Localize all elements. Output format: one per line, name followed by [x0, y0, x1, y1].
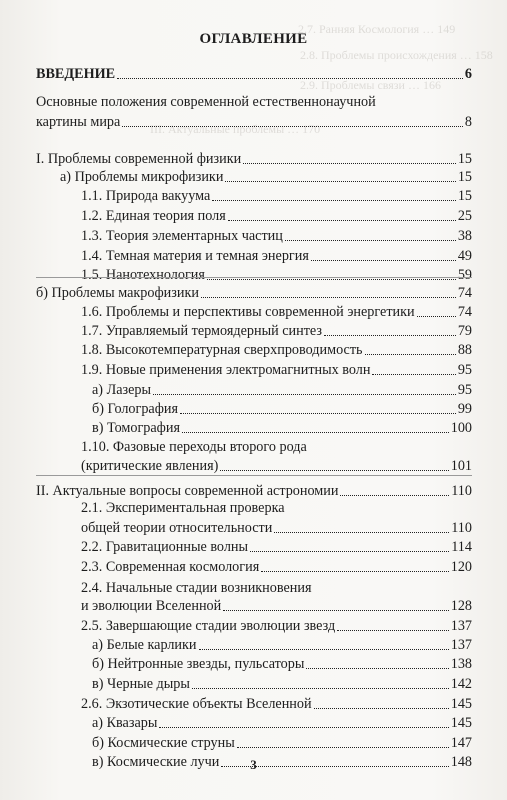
dot-leader: [201, 297, 456, 298]
toc-entry[interactable]: [92, 420, 472, 437]
toc-entry-page: 59: [457, 267, 472, 283]
toc-entry-page: 74: [457, 285, 472, 301]
toc-entry[interactable]: [81, 267, 472, 284]
dot-leader: [207, 279, 456, 280]
toc-entry-label: в) Космические лучи: [92, 754, 220, 770]
toc-entry-page: 8: [464, 114, 472, 130]
toc-entry[interactable]: [92, 637, 472, 654]
show-through-text: III. Актуальные проблемы … 170: [150, 122, 321, 136]
show-through-text: 2.8. Проблемы происхождения … 158: [300, 48, 493, 62]
toc-entry[interactable]: [36, 285, 472, 302]
toc-entry-label: а) Белые карлики: [92, 637, 197, 653]
toc-entry-label: (критические явления): [81, 458, 219, 474]
page-title: ОГЛАВЛЕНИЕ: [199, 31, 308, 47]
dot-leader: [324, 335, 456, 336]
toc-entry-page: 110: [451, 520, 472, 536]
toc-entry-label: а) Проблемы микрофизики: [60, 169, 224, 185]
toc-entry-page: 15: [457, 169, 472, 185]
toc-entry-page: 49: [457, 248, 472, 264]
toc-entry[interactable]: [81, 304, 472, 321]
toc-entry[interactable]: [36, 66, 472, 83]
toc-entry-page: 15: [457, 188, 472, 204]
toc-entry-label: 2.3. Современная космология: [81, 559, 260, 575]
dot-leader: [225, 181, 455, 182]
dot-leader: [220, 470, 448, 471]
toc-entry[interactable]: [92, 656, 472, 673]
toc-entry-page: 88: [457, 342, 472, 358]
divider: [36, 277, 472, 278]
toc-entry[interactable]: [81, 228, 472, 245]
toc-entry-page: 137: [450, 618, 472, 634]
toc-entry[interactable]: [81, 248, 472, 265]
toc-entry-page: 114: [451, 539, 472, 555]
toc-entry-page: 147: [450, 735, 472, 751]
toc-entry-label: общей теории относительности: [81, 520, 273, 536]
toc-entry-page: 38: [457, 228, 472, 244]
toc-entry-label: 1.7. Управляемый термоядерный синтез: [81, 323, 323, 339]
dot-leader: [159, 727, 448, 728]
toc-entry-label: 1.1. Природа вакуума: [81, 188, 211, 204]
toc-entry-page: 145: [450, 715, 472, 731]
toc-entry[interactable]: [81, 188, 472, 205]
dot-leader: [243, 163, 456, 164]
dot-leader: [306, 668, 448, 669]
toc-entry-label: 1.2. Единая теория поля: [81, 208, 226, 224]
dot-leader: [182, 432, 449, 433]
toc-entry[interactable]: [81, 539, 472, 556]
page-number: 3: [250, 757, 257, 772]
toc-entry-label: 2.2. Гравитационные волны: [81, 539, 249, 555]
toc-entry-line: 2.4. Начальные стадии возникновения: [81, 580, 312, 596]
toc-entry-label: 1.6. Проблемы и перспективы современной энергетики: [81, 304, 415, 320]
toc-entry[interactable]: [92, 676, 472, 693]
toc-entry[interactable]: [92, 382, 472, 399]
dot-leader: [314, 708, 449, 709]
toc-entry-page: 25: [457, 208, 472, 224]
dot-leader: [117, 78, 463, 79]
dot-leader: [372, 374, 455, 375]
toc-entry[interactable]: [92, 401, 472, 418]
toc-entry-label: б) Голография: [92, 401, 179, 417]
toc-entry-label: ВВЕДЕНИЕ: [36, 66, 116, 82]
toc-entry-label: 1.3. Теория элементарных частиц: [81, 228, 283, 244]
toc-entry-label: б) Космические струны: [92, 735, 235, 751]
toc-entry-label: б) Проблемы макрофизики: [36, 285, 199, 301]
toc-entry-label: и эволюции Вселенной: [81, 598, 222, 614]
toc-entry[interactable]: [36, 483, 472, 500]
toc-entry-page: 148: [450, 754, 472, 770]
dot-leader: [340, 495, 449, 496]
toc-entry[interactable]: [81, 618, 472, 635]
toc-entry-line: 1.10. Фазовые переходы второго рода: [81, 439, 307, 455]
dot-leader: [237, 747, 449, 748]
toc-entry-page: 137: [450, 637, 472, 653]
toc-entry-label: 1.8. Высокотемпературная сверхпроводимость: [81, 342, 363, 358]
dot-leader: [122, 126, 463, 127]
toc-entry-label: I. Проблемы современной физики: [36, 151, 242, 167]
toc-entry-label: 1.9. Новые применения электромагнитных волн: [81, 362, 371, 378]
toc-entry-label: 2.6. Экзотические объекты Вселенной: [81, 696, 312, 712]
dot-leader: [365, 354, 456, 355]
dot-leader: [212, 200, 456, 201]
dot-leader: [153, 394, 456, 395]
toc-entry-page: 100: [450, 420, 472, 436]
toc-entry-page: 79: [457, 323, 472, 339]
toc-entry[interactable]: [81, 458, 472, 475]
divider: [36, 475, 472, 476]
toc-entry[interactable]: [36, 114, 472, 131]
toc-entry-line: Основные положения современной естественнонаучной: [36, 94, 376, 110]
dot-leader: [192, 688, 449, 689]
toc-entry[interactable]: [81, 208, 472, 225]
toc-entry[interactable]: [92, 735, 472, 752]
toc-entry-label: картины мира: [36, 114, 121, 130]
toc-entry[interactable]: [81, 362, 472, 379]
dot-leader: [417, 316, 456, 317]
toc-entry-page: 74: [457, 304, 472, 320]
toc-entry[interactable]: [36, 151, 472, 168]
toc-entry-label: 1.5. Нанотехнология: [81, 267, 205, 283]
toc-entry-page: 110: [451, 483, 472, 499]
dot-leader: [223, 610, 448, 611]
dot-leader: [180, 413, 456, 414]
dot-leader: [274, 532, 449, 533]
toc-entry-label: в) Томография: [92, 420, 180, 436]
toc-entry-label: 2.5. Завершающие стадии эволюции звезд: [81, 618, 336, 634]
show-through-text: 2.9. Проблемы связи … 166: [300, 78, 441, 92]
toc-entry-page: 128: [450, 598, 472, 614]
toc-entry-page: 15: [457, 151, 472, 167]
toc-entry[interactable]: [81, 323, 472, 340]
toc-entry-line: 2.1. Экспериментальная проверка: [81, 500, 285, 516]
toc-entry-page: 95: [457, 362, 472, 378]
toc-entry[interactable]: [92, 715, 472, 732]
dot-leader: [228, 220, 456, 221]
toc-entry-page: 101: [450, 458, 472, 474]
toc-entry-label: 1.4. Темная материя и темная энергия: [81, 248, 309, 264]
toc-entry[interactable]: [81, 598, 472, 615]
toc-entry[interactable]: [60, 169, 472, 186]
toc-entry[interactable]: [81, 342, 472, 359]
toc-entry-label: II. Актуальные вопросы современной астрономии: [36, 483, 339, 499]
toc-entry[interactable]: [81, 696, 472, 713]
toc-entry-page: 120: [450, 559, 472, 575]
dot-leader: [261, 571, 449, 572]
toc-entry[interactable]: [81, 520, 472, 537]
toc-entry[interactable]: [81, 559, 472, 576]
toc-entry-label: а) Квазары: [92, 715, 158, 731]
dot-leader: [337, 630, 449, 631]
toc-entry-page: 99: [457, 401, 472, 417]
toc-entry-label: б) Нейтронные звезды, пульсаторы: [92, 656, 305, 672]
dot-leader: [250, 551, 449, 552]
toc-entry-page: 145: [450, 696, 472, 712]
dot-leader: [199, 649, 449, 650]
toc-entry-label: а) Лазеры: [92, 382, 152, 398]
show-through-text: 2.7. Ранняя Космология … 149: [298, 22, 456, 36]
toc-entry-page: 95: [457, 382, 472, 398]
toc-entry-page: 6: [464, 66, 472, 82]
toc-entry-page: 138: [450, 656, 472, 672]
dot-leader: [311, 260, 456, 261]
dot-leader: [285, 240, 456, 241]
toc-entry-page: 142: [450, 676, 472, 692]
toc-entry-label: в) Черные дыры: [92, 676, 190, 692]
